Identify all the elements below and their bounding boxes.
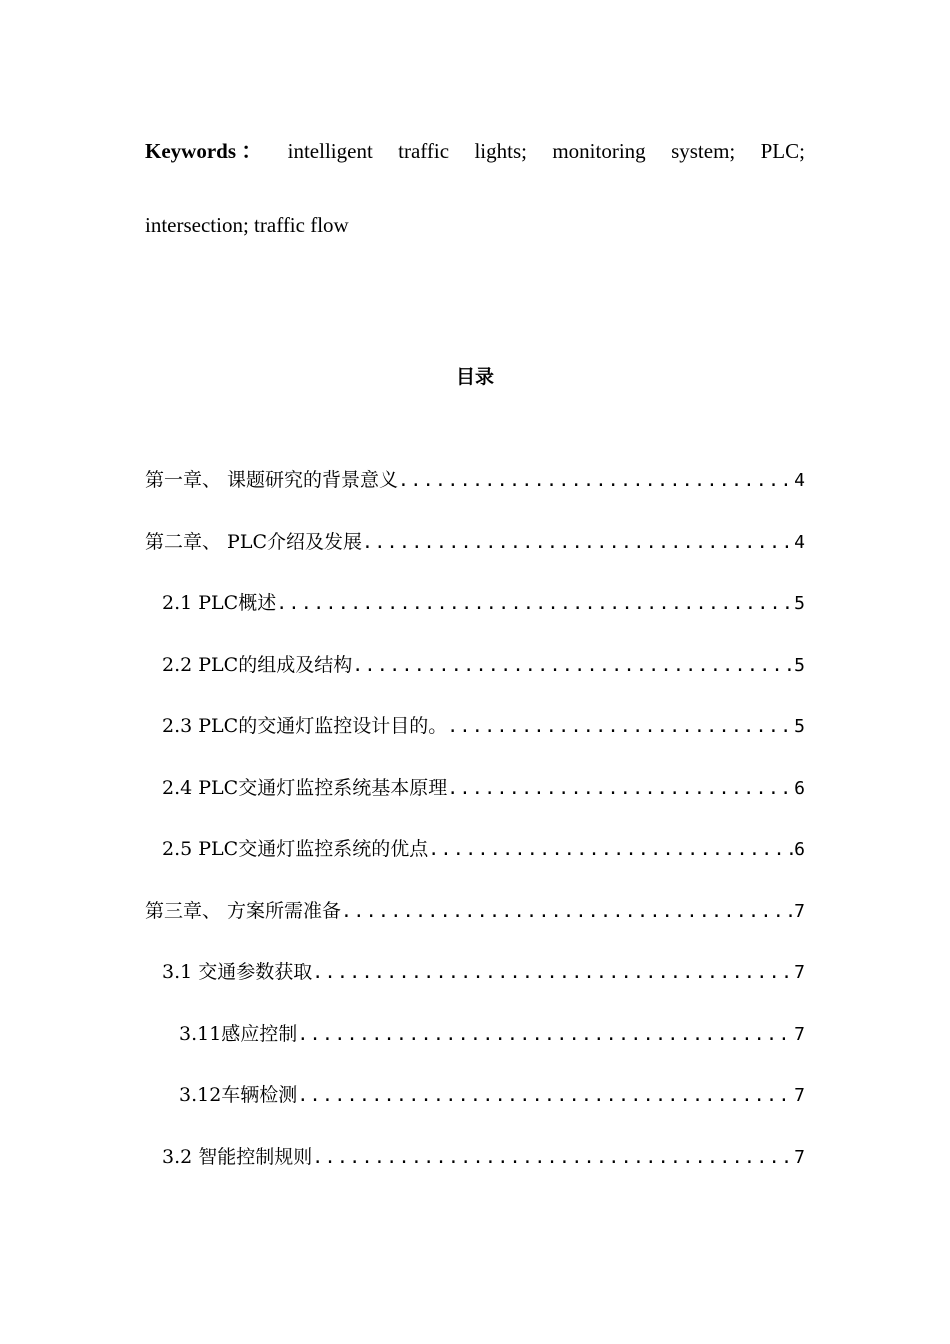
keywords-label: Keywords ： (145, 139, 263, 163)
toc-dot-leader (341, 894, 794, 930)
toc-dot-leader (297, 1017, 794, 1053)
toc-entry-title: 2.4 PLC交通灯监控系统基本原理 (162, 776, 448, 799)
toc-dot-leader (297, 1078, 794, 1114)
toc-page-number: 4 (794, 531, 805, 553)
toc-entry[interactable] (145, 708, 805, 770)
toc-entry[interactable] (145, 647, 805, 709)
toc-page-number: 7 (794, 1146, 805, 1168)
toc-entry[interactable] (145, 893, 805, 955)
toc-entry-title: 2.1 PLC概述 (162, 592, 277, 614)
toc-page-number: 5 (794, 593, 805, 614)
toc-entry-title: 3.2 智能控制规则 (162, 1145, 313, 1168)
toc-title: 目录 (455, 366, 494, 388)
keyword-term: lights; (474, 139, 527, 163)
toc-dot-leader (447, 709, 794, 745)
keyword-term: system; (671, 139, 736, 163)
toc-page-number: 7 (794, 1023, 805, 1045)
keyword-term: traffic (398, 139, 450, 163)
toc-dot-leader (362, 525, 794, 561)
toc-entry[interactable] (145, 1077, 805, 1139)
toc-dot-leader (398, 463, 794, 499)
toc-entry-title: 第一章、 课题研究的背景意义 (145, 469, 399, 491)
toc-page-number: 6 (794, 839, 805, 860)
toc-page-number: 5 (794, 716, 805, 737)
toc-dot-leader (447, 771, 794, 807)
table-of-contents (145, 462, 805, 1200)
toc-entry[interactable] (145, 831, 805, 893)
keyword-term: intelligent (287, 139, 373, 163)
toc-dot-leader (312, 955, 794, 991)
toc-dot-leader (312, 1140, 794, 1176)
toc-entry[interactable] (145, 524, 805, 586)
toc-entry[interactable] (145, 770, 805, 832)
toc-entry[interactable] (145, 1139, 805, 1201)
toc-page-number: 6 (794, 777, 805, 799)
keywords-line-2: intersection; traffic flow (145, 213, 349, 237)
keywords-line-1 (145, 136, 805, 166)
toc-entry[interactable] (145, 462, 805, 524)
toc-entry-title: 3.11感应控制 (179, 1022, 298, 1045)
toc-entry[interactable] (145, 1016, 805, 1078)
toc-entry-title: 2.5 PLC交通灯监控系统的优点 (162, 838, 429, 860)
toc-entry[interactable] (145, 585, 805, 647)
toc-page-number: 7 (794, 962, 805, 983)
toc-entry-title: 3.1 交通参数获取 (162, 961, 313, 983)
toc-entry[interactable] (145, 954, 805, 1016)
toc-dot-leader (352, 648, 794, 684)
toc-dot-leader (428, 832, 794, 868)
toc-page-number: 4 (794, 470, 805, 491)
toc-entry-title: 2.3 PLC的交通灯监控设计目的。 (162, 715, 448, 737)
toc-page-number: 7 (794, 900, 805, 922)
toc-entry-title: 3.12车辆检测 (179, 1084, 298, 1106)
keyword-term: PLC; (760, 139, 805, 163)
toc-entry-title: 2.2 PLC的组成及结构 (162, 653, 353, 676)
toc-entry-title: 第二章、 PLC介绍及发展 (145, 530, 362, 553)
toc-entry-title: 第三章、 方案所需准备 (145, 899, 342, 922)
toc-page-number: 7 (794, 1085, 805, 1106)
toc-dot-leader (276, 586, 794, 622)
toc-page-number: 5 (794, 654, 805, 676)
keyword-term: monitoring (552, 139, 646, 163)
